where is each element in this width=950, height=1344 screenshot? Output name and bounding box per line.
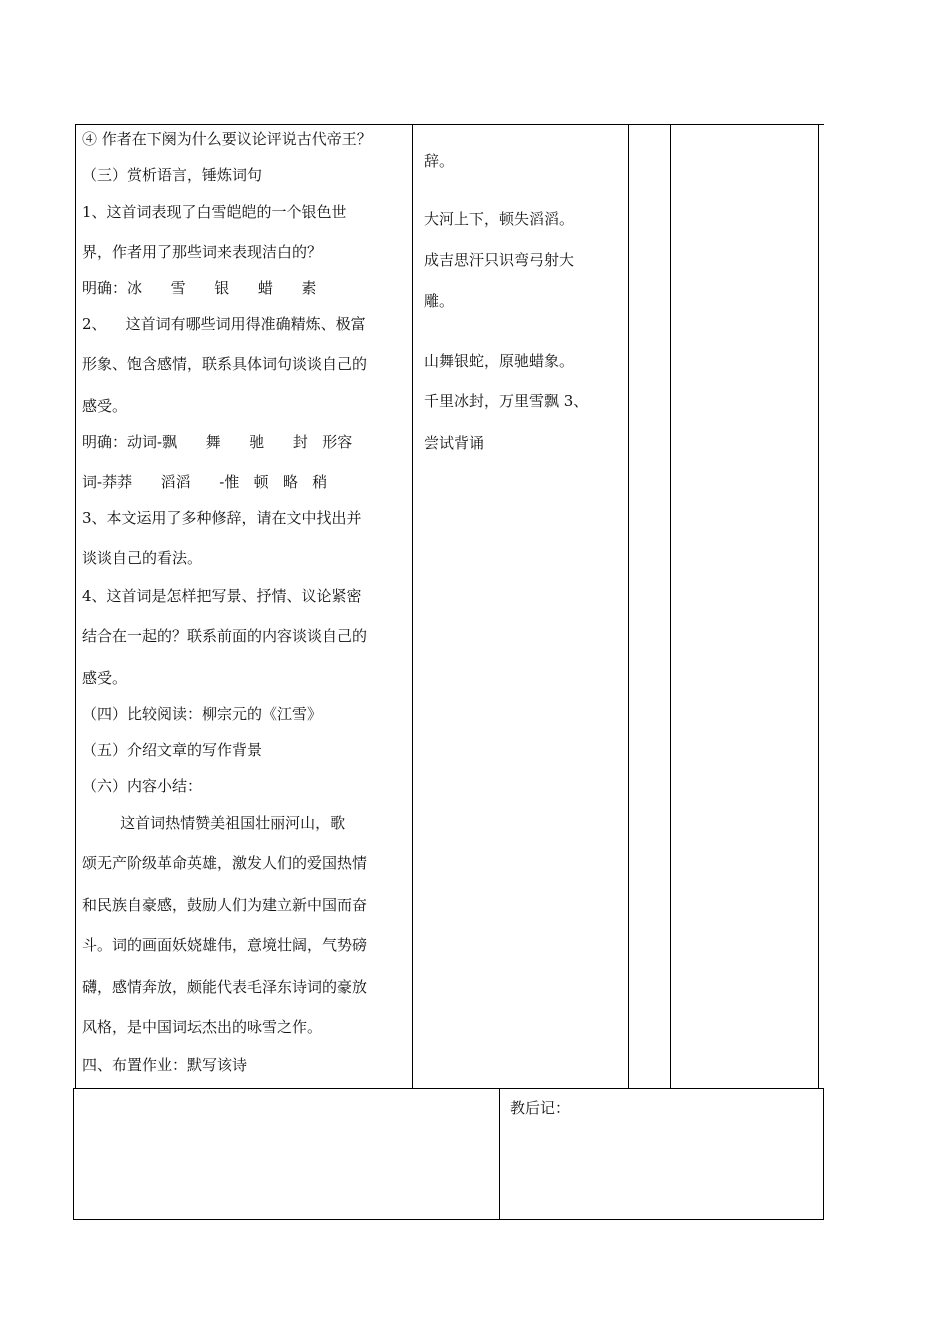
summary-line-3: 和民族自豪感，鼓励人们为建立新中国而奋 — [82, 896, 368, 914]
activity-line-6: 千里冰封，万里雪飘 3、 — [424, 392, 589, 410]
activity-line-4: 雕。 — [424, 292, 455, 310]
lesson-table — [75, 124, 819, 1089]
section-5-heading: （五）介绍文章的写作背景 — [82, 741, 263, 759]
item-4-line-2: 结合在一起的？联系前面的内容谈谈自己的 — [82, 627, 368, 645]
column-divider-2 — [628, 125, 629, 1088]
answer-2-line-2: 词-莽莽 滔滔 -惟 顿 略 稍 — [82, 473, 328, 491]
reflection-divider — [499, 1089, 500, 1219]
section-4-heading: （四）比较阅读：柳宗元的《江雪》 — [82, 705, 323, 723]
activity-line-2: 大河上下，顿失滔滔。 — [424, 210, 575, 228]
summary-line-1: 这首词热情赞美祖国壮丽河山，歌 — [82, 814, 346, 832]
summary-line-4: 斗。词的画面妖娆雄伟，意境壮阔，气势磅 — [82, 936, 368, 954]
section-6-heading: （六）内容小结： — [82, 777, 203, 795]
item-3-line-1: 3、本文运用了多种修辞，请在文中找出并 — [82, 509, 362, 527]
item-3-line-2: 谈谈自己的看法。 — [82, 549, 203, 567]
section-3-heading: （三）赏析语言，锤炼词句 — [82, 166, 263, 184]
item-2-line-2: 形象、饱含感情，联系具体词句谈谈自己的 — [82, 355, 368, 373]
item-4-line-1: 4、这首词是怎样把写景、抒情、议论紧密 — [82, 587, 362, 605]
item-1-line-1: 1、这首词表现了白雪皑皑的一个银色世 — [82, 203, 347, 221]
post-lesson-notes-label: 教后记： — [510, 1099, 571, 1117]
item-1-line-2: 界，作者用了那些词来表现洁白的？ — [82, 243, 323, 261]
column-divider-1 — [412, 125, 413, 1088]
item-2-line-1: 2、 这首词有哪些词用得准确精炼、极富 — [82, 315, 366, 333]
activity-line-1: 辞。 — [424, 152, 455, 170]
column-divider-3 — [670, 125, 671, 1088]
item-2-line-3: 感受。 — [82, 397, 128, 415]
activity-line-3: 成吉思汗只识弯弓射大 — [424, 251, 575, 269]
activity-line-7: 尝试背诵 — [424, 434, 485, 452]
answer-2-line-1: 明确：动词-飘 舞 驰 封 形容 — [82, 433, 353, 451]
item-4-line-3: 感受。 — [82, 669, 128, 687]
activity-line-5: 山舞银蛇，原驰蜡象。 — [424, 352, 575, 370]
reflection-table — [73, 1088, 824, 1220]
summary-line-2: 颂无产阶级革命英雄，激发人们的爱国热情 — [82, 854, 368, 872]
question-4-line: ④ 作者在下阕为什么要议论评说古代帝王？ — [82, 130, 372, 148]
answer-1-line: 明确：冰 雪 银 蜡 素 — [82, 279, 317, 297]
summary-line-5: 礴，感情奔放，颇能代表毛泽东诗词的豪放 — [82, 978, 368, 996]
homework-line: 四、布置作业：默写该诗 — [82, 1056, 248, 1074]
summary-line-6: 风格，是中国词坛杰出的咏雪之作。 — [82, 1018, 323, 1036]
